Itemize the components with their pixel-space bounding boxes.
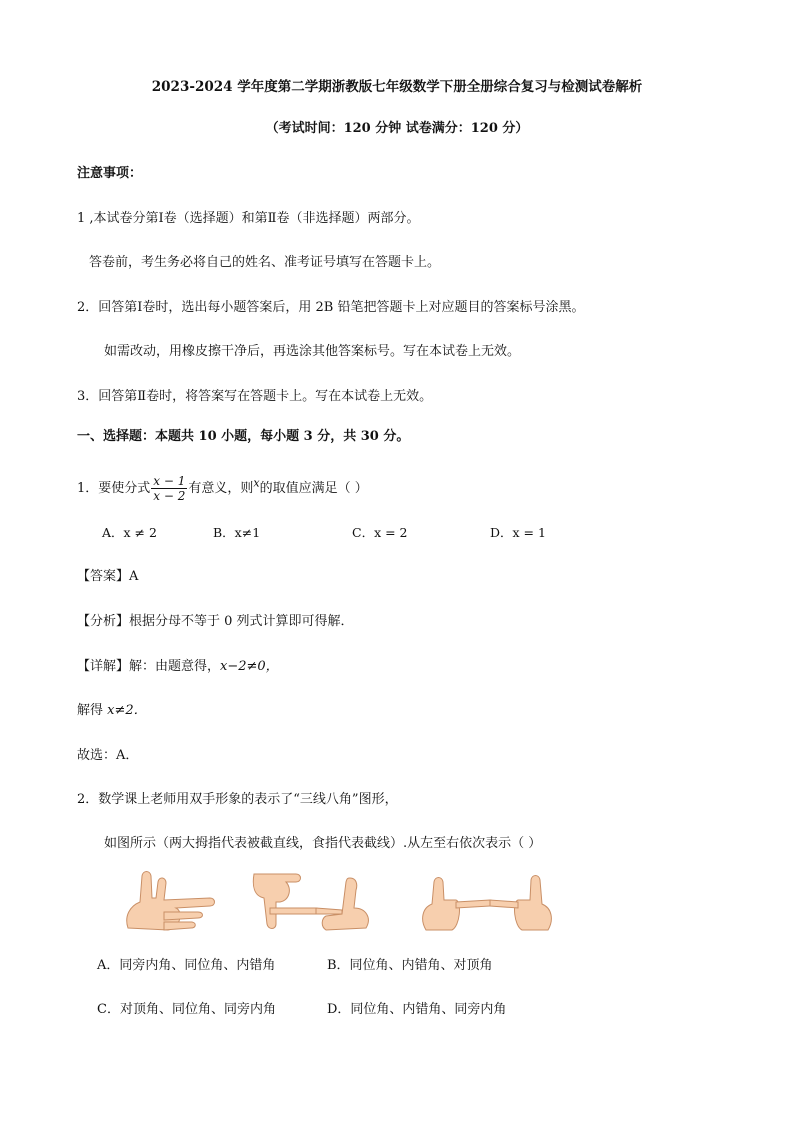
notice-item-2: 2．回答第Ⅰ卷时，选出每小题答案后，用 2B 铅笔把答题卡上对应题目的答案标号涂黑。	[77, 300, 585, 315]
q1-option-b: B．x≠1	[213, 525, 261, 540]
q2-option-a: A．同旁内角、同位角、内错角	[97, 958, 276, 973]
notice-heading: 注意事项：	[77, 166, 143, 181]
section-heading: 一、选择题：本题共 10 小题，每小题 3 分，共 30 分。	[77, 429, 410, 444]
q1-middle: 有意义，则	[188, 481, 254, 496]
q1-prefix: 1．要使分式	[77, 481, 151, 496]
q1-answer: 【答案】A	[77, 569, 139, 584]
exam-info: （考试时间：120 分钟 试卷满分：120 分）	[265, 121, 529, 136]
q1-option-d: D．x = 1	[490, 525, 546, 540]
q1-detail	[77, 658, 279, 676]
fraction	[151, 474, 187, 503]
question-2-stem: 2．数学课上老师用双手形象的表示了“三线八角”图形，	[77, 792, 398, 807]
fraction-denominator: x − 2	[153, 489, 186, 503]
page-title: 2023-2024 学年度第二学期浙教版七年级数学下册全册综合复习与检测试卷解析	[151, 79, 643, 95]
q1-option-c: C．x = 2	[352, 525, 408, 540]
q1-suffix: 的取值应满足（ ）	[259, 481, 368, 496]
q2-option-d: D．同位角、内错角、同旁内角	[327, 1002, 507, 1017]
q1-option-a: A．x ≠ 2	[102, 525, 157, 540]
hand-gesture-3	[423, 876, 552, 931]
hands-figure	[120, 868, 560, 936]
notice-item-1-cont: 答卷前，考生务必将自己的姓名、准考证号填写在答题卡上。	[89, 255, 441, 270]
fraction-numerator: x − 1	[153, 474, 186, 488]
hand-gesture-2	[253, 874, 368, 930]
q1-solve	[77, 702, 147, 720]
notice-item-3: 3．回答第Ⅱ卷时，将答案写在答题卡上。写在本试卷上无效。	[77, 389, 433, 404]
question-1-stem	[77, 474, 368, 503]
q1-solve-label: 解得	[77, 703, 104, 718]
question-2-stem-cont: 如图所示（两大拇指代表被截直线，食指代表截线）.从左至右依次表示（ ）	[104, 836, 542, 851]
q2-option-c: C．对顶角、同位角、同旁内角	[97, 1002, 276, 1017]
q1-variable: x	[253, 476, 260, 490]
q2-option-b: B．同位角、内错角、对顶角	[327, 958, 493, 973]
q1-choose: 故选：A．	[77, 748, 139, 763]
q1-detail-label: 【详解】解：由题意得，	[77, 659, 221, 674]
hand-gesture-1	[127, 872, 215, 931]
notice-item-2-cont: 如需改动，用橡皮擦干净后，再选涂其他答案标号。写在本试卷上无效。	[104, 344, 521, 359]
notice-item-1: 1 ,本试卷分第Ⅰ卷（选择题）和第Ⅱ卷（非选择题）两部分。	[77, 211, 420, 226]
q1-analysis: 【分析】根据分母不等于 0 列式计算即可得解．	[77, 614, 354, 629]
q1-solve-expr: x≠2．	[107, 703, 147, 718]
q1-detail-expr: x−2≠0，	[220, 659, 279, 674]
